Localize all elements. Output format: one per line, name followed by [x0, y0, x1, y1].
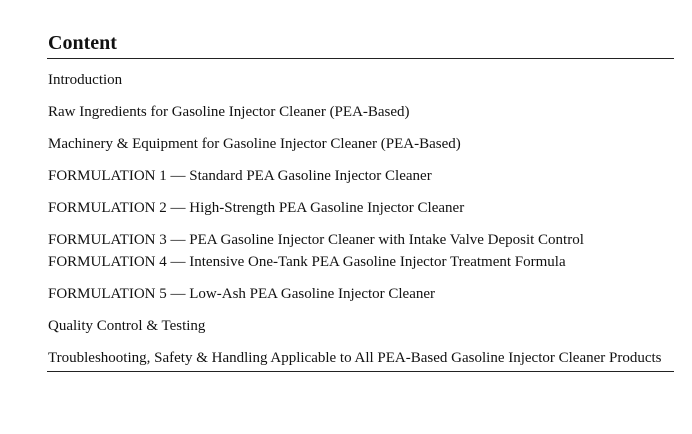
- toc-item-formulation-5[interactable]: FORMULATION 5 — Low-Ash PEA Gasoline Injector Cleaner: [48, 286, 436, 302]
- toc-item-formulation-3[interactable]: FORMULATION 3 — PEA Gasoline Injector Cleaner with Intake Valve Deposit Control: [48, 232, 584, 248]
- table-of-contents: [47, 0, 674, 372]
- toc-item-troubleshooting[interactable]: Troubleshooting, Safety & Handling Applicable to All PEA-Based Gasoline Injector Cleaner Products: [48, 350, 662, 366]
- page-title: Content: [47, 0, 674, 59]
- toc-item-introduction[interactable]: Introduction: [48, 72, 123, 88]
- toc-item-formulation-4[interactable]: FORMULATION 4 — Intensive One-Tank PEA Gasoline Injector Treatment Formula: [48, 254, 566, 270]
- toc-item-raw-ingredients[interactable]: Raw Ingredients for Gasoline Injector Cleaner (PEA-Based): [48, 104, 410, 120]
- toc-item-quality-control[interactable]: Quality Control & Testing: [48, 318, 206, 334]
- toc-list: [47, 70, 674, 372]
- toc-item-formulation-2[interactable]: FORMULATION 2 — High-Strength PEA Gasoline Injector Cleaner: [48, 200, 465, 216]
- toc-item-machinery-equipment[interactable]: Machinery & Equipment for Gasoline Injector Cleaner (PEA-Based): [48, 136, 461, 152]
- toc-item-formulation-1[interactable]: FORMULATION 1 — Standard PEA Gasoline Injector Cleaner: [48, 168, 432, 184]
